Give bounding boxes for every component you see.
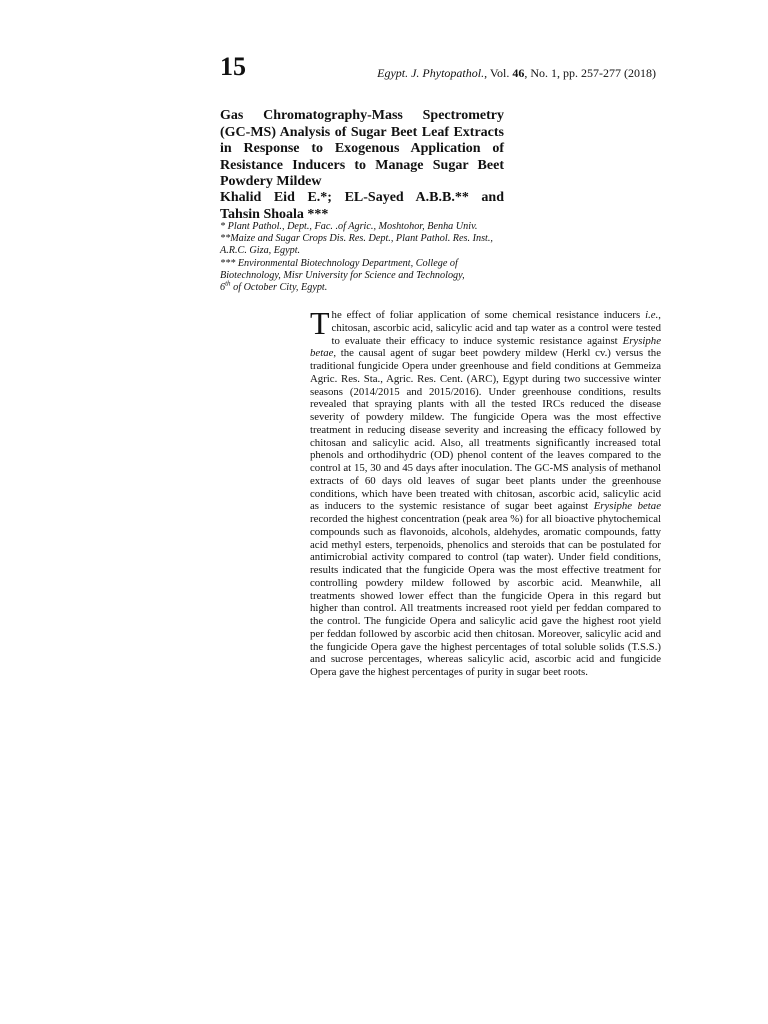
volume-prefix: , Vol. (484, 66, 513, 80)
page-number: 15 (220, 52, 246, 81)
abstract-drop-cap: T (310, 305, 330, 341)
affiliation-2: **Maize and Sugar Crops Dis. Res. Dept., Plant Pathol. Res. Inst., A.R.C. Giza, Egypt. (220, 233, 493, 257)
abstract-part-4: recorded the highest concentration (peak area %) for all bioactive phytochemical compounds such as flavonoids, alcohols, aldehydes, aromatic compounds, fatty acid methyl esters, terpenoids, phenolics and steroids that can be postulated for antimicrobial activity compared to control (tap water). Under field conditions, results indicated that the fungicide Opera was the most effective treatment for controlling powdery mildew followed by ascorbic acid. Meanwhile, all treatments showed lower effect than the fungicide Opera in this regard but higher than control. All treatments increased root yield per feddan compared to the control. The fungicide Opera and salicylic acid gave the highest root yield per feddan followed by ascorbic acid then chitosan. Moreover, salicylic acid and the fungicide Opera gave the highest percentages of total soluble solids (T.S.S.) and sucrose percentages, whereas salicylic acid, ascorbic acid and fungicide Opera gave the highest percentages of purity in sugar beet roots. (310, 513, 661, 678)
abstract-part-2: , chitosan, ascorbic acid, salicylic acid and tap water as a control were tested to evaluate their efficacy to induce systemic resistance against (331, 309, 661, 347)
abstract-part-1: he effect of foliar application of some chemical resistance inducers (331, 309, 646, 321)
volume-number: 46 (512, 66, 525, 80)
issue-pages: , No. 1, pp. 257-277 (2018) (524, 66, 656, 80)
article-title: Gas Chromatography-Mass Spectrometry (GC-MS) Analysis of Sugar Beet Leaf Extracts in Response to Exogenous Application of Resistance Inducers to Manage Sugar Beet Powdery Mildew (220, 108, 504, 190)
affiliation-1: * Plant Pathol., Dept., Fac. .of Agric., Moshtohor, Benha Univ. (220, 221, 478, 232)
abstract (310, 305, 661, 679)
affiliation-4-number: 6 (220, 282, 226, 294)
pathogen-name: Erysiphe betae (310, 334, 661, 360)
affiliation-4-rest: of October City, Egypt. (230, 282, 328, 294)
affiliation-3: *** Environmental Biotechnology Department, College of Biotechnology, Misr University for Science and Technology, (220, 257, 465, 281)
affiliation-4 (220, 279, 510, 294)
authors-line-2: Tahsin Shoala *** (220, 206, 329, 222)
abstract-ie: i.e. (645, 309, 659, 321)
journal-citation (377, 66, 656, 80)
author-list (220, 190, 504, 223)
authors-line-1: Khalid Eid E.*; EL-Sayed A.B.B.** and (220, 190, 504, 205)
pathogen-name-2: Erysiphe betae (593, 500, 661, 513)
affiliations (220, 221, 510, 294)
journal-name: Egypt. J. Phytopathol. (377, 66, 485, 80)
affiliation-4-superscript: th (225, 279, 231, 288)
abstract-part-3: , the causal agent of sugar beet powdery mildew (Herkl cv.) versus the traditional fungicide Opera under greenhouse and field conditions at Gemmeiza Agric. Res. Sta., Agric. Res. Cent. (ARC), Egypt during two successive winter seasons (2014/2015 and 2015/2016). Under greenhouse conditions, results revealed that spraying plants with all the tested IRCs reduced the disease severity of powdery mildew. The fungicide Opera was the most effective treatment in reducing disease severity and increasing the efficacy followed by chitosan and salicylic acid. Also, all treatments significantly increased total phenols and orthodihydric (OD) phenol content of the leaves compared to the control at 15, 30 and 45 days after inoculation. The GC-MS analysis of methanol extracts of 60 days old leaves of sugar beet plants under the greenhouse conditions, which have been treated with chitosan, ascorbic acid, salicylic acid as inducers to the systemic resistance of sugar beet against (310, 347, 661, 513)
